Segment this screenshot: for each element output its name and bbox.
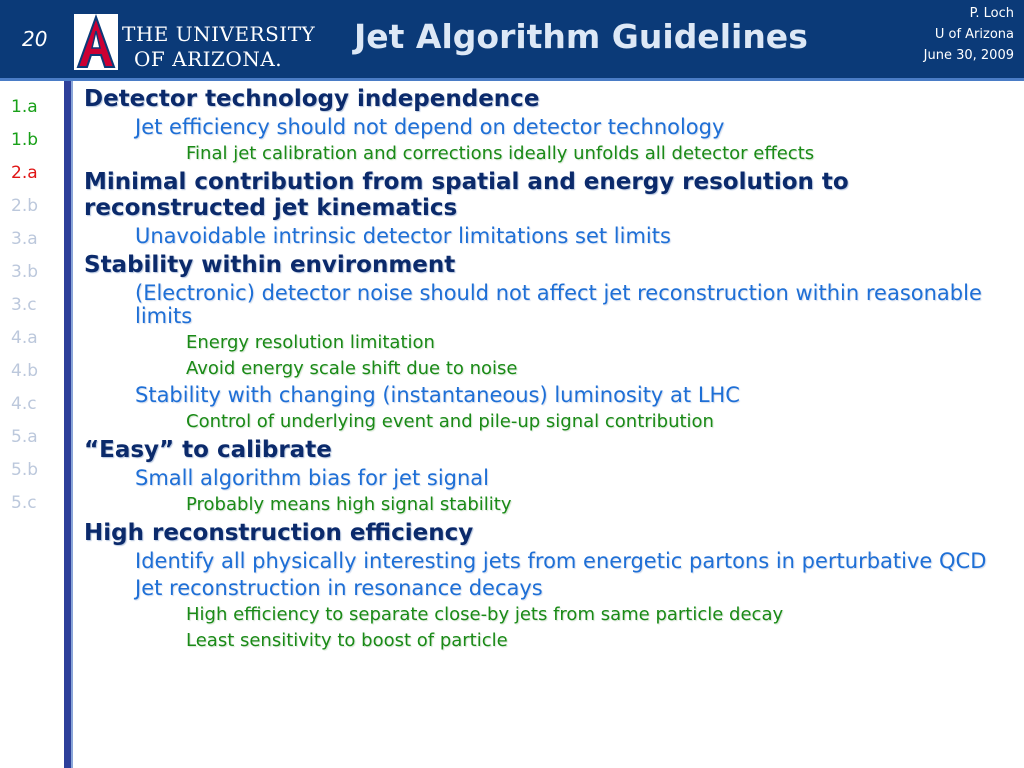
bullet-item: Identify all physically interesting jets from energetic partons in perturbative QCD: [135, 549, 987, 573]
sidebar-divider-edge: [71, 81, 73, 768]
section-nav-item[interactable]: 2.b: [11, 196, 39, 216]
header-divider: [0, 78, 1024, 81]
bullet-heading: Minimal contribution from spatial and energy resolution to reconstructed jet kinematics: [84, 169, 849, 221]
university-logo-icon: [74, 14, 118, 70]
bullet-item: Stability with changing (instantaneous) luminosity at LHC: [135, 383, 740, 407]
bullet-subitem: Control of underlying event and pile-up signal contribution: [186, 411, 714, 432]
bullet-item: Unavoidable intrinsic detector limitations set limits: [135, 224, 671, 248]
slide-content: [84, 86, 1004, 656]
section-nav-item[interactable]: 4.a: [11, 328, 38, 348]
bullet-item: Jet reconstruction in resonance decays: [135, 576, 543, 600]
section-nav-item[interactable]: 4.b: [11, 361, 39, 381]
section-nav-item[interactable]: 3.a: [11, 229, 38, 249]
bullet-subitem: Energy resolution limitation: [186, 332, 435, 353]
bullet-heading: High reconstruction efficiency: [84, 520, 474, 546]
section-nav-item[interactable]: 1.b: [11, 130, 39, 150]
section-nav: [11, 97, 61, 526]
section-nav-item[interactable]: 4.c: [11, 394, 37, 414]
slide-number: 20: [22, 27, 48, 51]
bullet-subitem: High efficiency to separate close-by jets from same particle decay: [186, 604, 784, 625]
section-nav-item[interactable]: 1.a: [11, 97, 38, 117]
bullet-subitem: Probably means high signal stability: [186, 494, 512, 515]
slide-title: Jet Algorithm Guidelines: [354, 17, 808, 56]
bullet-item: (Electronic) detector noise should not affect jet reconstruction within reasonable limits: [135, 281, 982, 328]
logo-text-line1: THE UNIVERSITY: [122, 22, 316, 46]
bullet-subitem: Avoid energy scale shift due to noise: [186, 358, 518, 379]
bullet-heading: Stability within environment: [84, 252, 456, 278]
sidebar-divider: [64, 81, 71, 768]
author-name: P. Loch: [969, 6, 1014, 21]
bullet-heading: Detector technology independence: [84, 86, 540, 112]
section-nav-item[interactable]: 3.b: [11, 262, 39, 282]
bullet-item: Jet efficiency should not depend on detector technology: [135, 115, 725, 139]
section-nav-item[interactable]: 5.c: [11, 493, 37, 513]
presentation-date: June 30, 2009: [923, 48, 1014, 63]
section-nav-item[interactable]: 5.a: [11, 427, 38, 447]
bullet-heading: “Easy” to calibrate: [84, 437, 332, 463]
section-nav-item[interactable]: 2.a: [11, 163, 38, 183]
bullet-subitem: Final jet calibration and corrections ideally unfolds all detector effects: [186, 143, 815, 164]
author-institution: U of Arizona: [934, 27, 1014, 42]
section-nav-item[interactable]: 3.c: [11, 295, 37, 315]
bullet-subitem: Least sensitivity to boost of particle: [186, 630, 508, 651]
section-nav-item[interactable]: 5.b: [11, 460, 39, 480]
logo-text-line2: OF ARIZONA.: [134, 47, 283, 71]
bullet-item: Small algorithm bias for jet signal: [135, 466, 490, 490]
slide-header: [0, 0, 1024, 78]
